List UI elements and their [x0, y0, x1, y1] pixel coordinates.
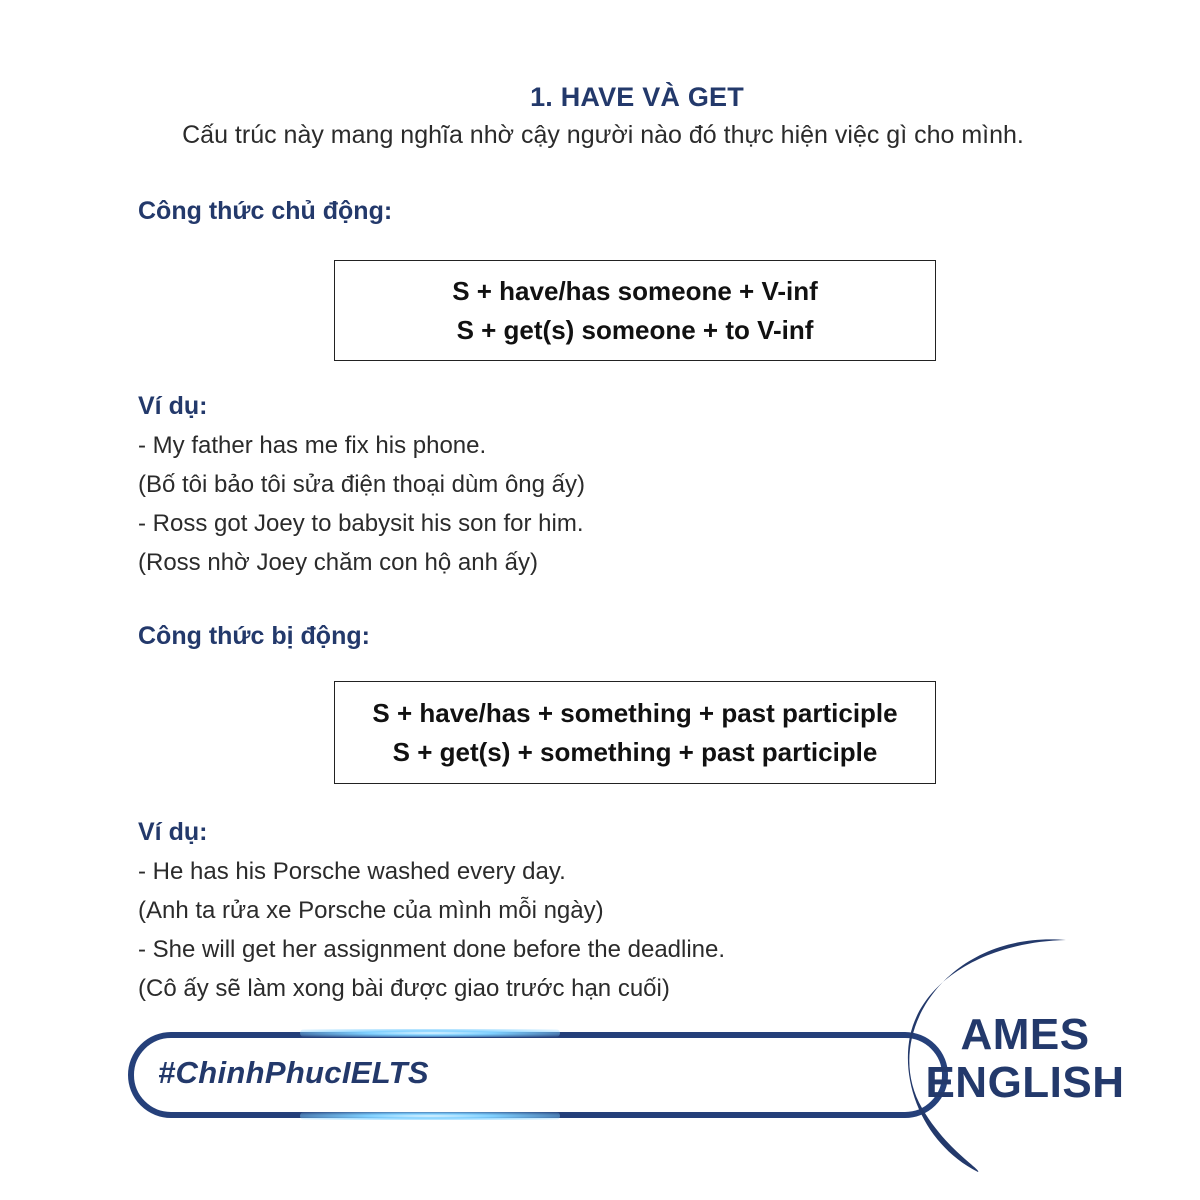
page-title: 1. HAVE VÀ GET: [530, 82, 744, 112]
passive-example-translation: (Cô ấy sẽ làm xong bài được giao trước hạn cuối): [138, 975, 670, 1002]
active-formula-heading: Công thức chủ động:: [138, 197, 393, 225]
passive-example-label: Ví dụ:: [138, 818, 208, 846]
banner-glow-top: [300, 1029, 560, 1037]
passive-formula-line-2: S + get(s) + something + past participle: [392, 736, 878, 767]
active-examples: [138, 387, 898, 582]
active-formula-box: [334, 260, 936, 361]
active-formula-line-1: S + have/has someone + V-inf: [452, 275, 818, 306]
active-example-line: - Ross got Joey to babysit his son for him.: [138, 510, 584, 537]
active-formula-line-2: S + get(s) someone + to V-inf: [456, 314, 814, 345]
passive-examples: [138, 813, 898, 1008]
banner-glow-bottom: [300, 1112, 560, 1120]
logo-text-english: ENGLISH: [925, 1058, 1125, 1107]
active-example-translation: (Bố tôi bảo tôi sửa điện thoại dùm ông ấy): [138, 471, 585, 498]
passive-formula-box: [334, 681, 936, 784]
page-subtitle: Cấu trúc này mang nghĩa nhờ cậy người nào đó thực hiện việc gì cho mình.: [182, 121, 1024, 149]
passive-example-line: - She will get her assignment done before the deadline.: [138, 936, 726, 963]
active-example-label: Ví dụ:: [138, 392, 208, 420]
logo-text-ames: AMES: [960, 1010, 1090, 1059]
passive-example-translation: (Anh ta rửa xe Porsche của mình mỗi ngày): [138, 897, 604, 924]
passive-formula-heading: Công thức bị động:: [138, 622, 370, 650]
hashtag-text: #ChinhPhucIELTS: [158, 1055, 429, 1090]
active-example-line: - My father has me fix his phone.: [138, 432, 487, 459]
passive-formula-line-1: S + have/has + something + past participle: [372, 697, 898, 728]
active-example-translation: (Ross nhờ Joey chăm con hộ anh ấy): [138, 549, 538, 576]
passive-example-line: - He has his Porsche washed every day.: [138, 858, 566, 885]
